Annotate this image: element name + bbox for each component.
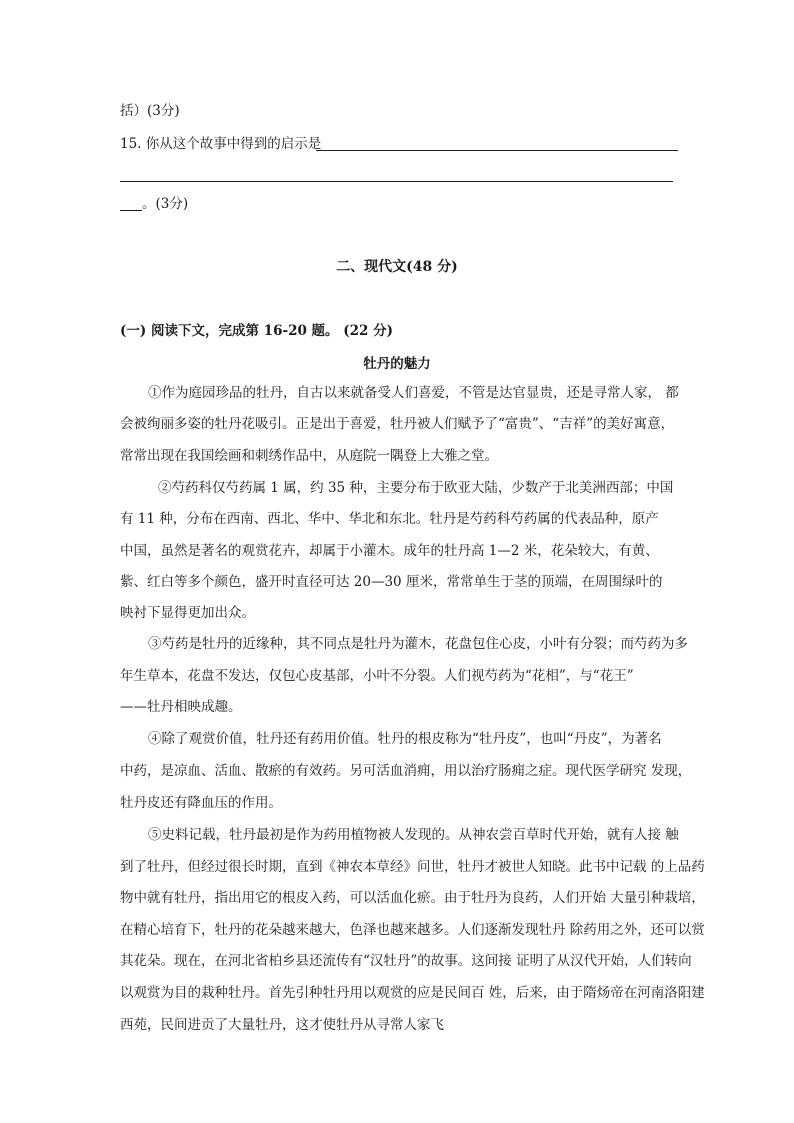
text-line: ③芍药是牡丹的近缘种，其不同点是牡丹为灌木，花盘包住心皮，小叶有分裂；而芍药为多	[148, 636, 688, 652]
answer-blank-2[interactable]	[120, 181, 673, 182]
text-line: 物中就有牡丹，指出用它的根皮入药，可以活血化瘀。由于牡丹为良药，人们开始 大量引种栽培，	[120, 890, 705, 906]
text-line: 在精心培育下，牡丹的花朵越来越大，色泽也越来越多。人们逐渐发现牡丹 除药用之外，还可以赏	[120, 922, 705, 938]
text-line: 年生草本，花盘不发达，仅包心皮基部，小叶不分裂。人们视芍药为“花相”，与“花王”	[120, 668, 634, 684]
question-15-label: 15. 你从这个故事中得到的启示是	[120, 136, 322, 152]
text-line: 紫、红白等多个颜色，盛开时直径可达 20—30 厘米，常常单生于茎的顶端，在周围绿叶的	[120, 574, 663, 590]
text-line: 有 11 种，分布在西南、西北、华中、华北和东北。牡丹是芍药科芍药属的代表品种，原产	[120, 511, 659, 527]
text-line: 中国，虽然是著名的观赏花卉，却属于小灌木。成年的牡丹高 1—2 米，花朵较大，有黄、	[120, 543, 659, 559]
text-line: 牡丹皮还有降血压的作用。	[120, 795, 282, 811]
section-title: 二、现代文(48 分)	[336, 259, 458, 275]
article-title: 牡丹的魅力	[363, 356, 431, 372]
text-line: ⑤史料记载，牡丹最初是作为药用植物被人发现的。从神农尝百草时代开始，就有人接 触	[148, 827, 679, 843]
text-line: 到了牡丹，但经过很长时期，直到《神农本草经》问世，牡丹才被世人知晓。此书中记载 的上品药	[120, 859, 705, 875]
text-line: ——牡丹相映成趣。	[120, 699, 242, 715]
answer-blank-3[interactable]	[120, 210, 142, 211]
text-line: 映衬下显得更加出众。	[120, 605, 255, 621]
text-line: ④除了观赏价值，牡丹还有药用价值。牡丹的根皮称为“牡丹皮”，也叫“丹皮”，为著名	[148, 731, 662, 747]
subsection-title: (一) 阅读下文，完成第 16-20 题。 (22 分)	[120, 323, 394, 339]
text-line: ①作为庭园珍品的牡丹，自古以来就备受人们喜爱，不管是达官显贵，还是寻常人家， 都	[148, 385, 679, 401]
answer-blank-1[interactable]	[316, 150, 678, 151]
question-15-end: 。(3分)	[142, 196, 189, 212]
text-line: 常常出现在我国绘画和刺绣作品中，从庭院一隅登上大雅之堂。	[120, 448, 498, 464]
text-line: 以观赏为目的栽种牡丹。首先引种牡丹用以观赏的应是民间百 姓，后来，由于隋炀帝在河南洛阳建	[120, 985, 705, 1001]
text-line: 中药，是凉血、活血、散瘀的有效药。另可活血消痈，用以治疗肠痈之症。现代医学研究 发现，	[120, 763, 692, 779]
text-line: 其花朵。现在，在河北省柏乡县还流传有“汉牡丹”的故事。这间接 证明了从汉代开始，人们转向	[120, 953, 692, 969]
question-fragment: 括）(3分)	[120, 103, 180, 119]
text-line: ②芍药科仅芍药属 1 属，约 35 种，主要分布于欧亚大陆，少数产于北美洲西部；中国	[158, 480, 674, 496]
text-line: 西苑，民间进贡了大量牡丹，这才使牡丹从寻常人家飞	[120, 1017, 444, 1033]
text-line: 会被绚丽多姿的牡丹花吸引。正是出于喜爱，牡丹被人们赋予了“富贵”、“吉祥”的美好寓意，	[120, 416, 675, 432]
